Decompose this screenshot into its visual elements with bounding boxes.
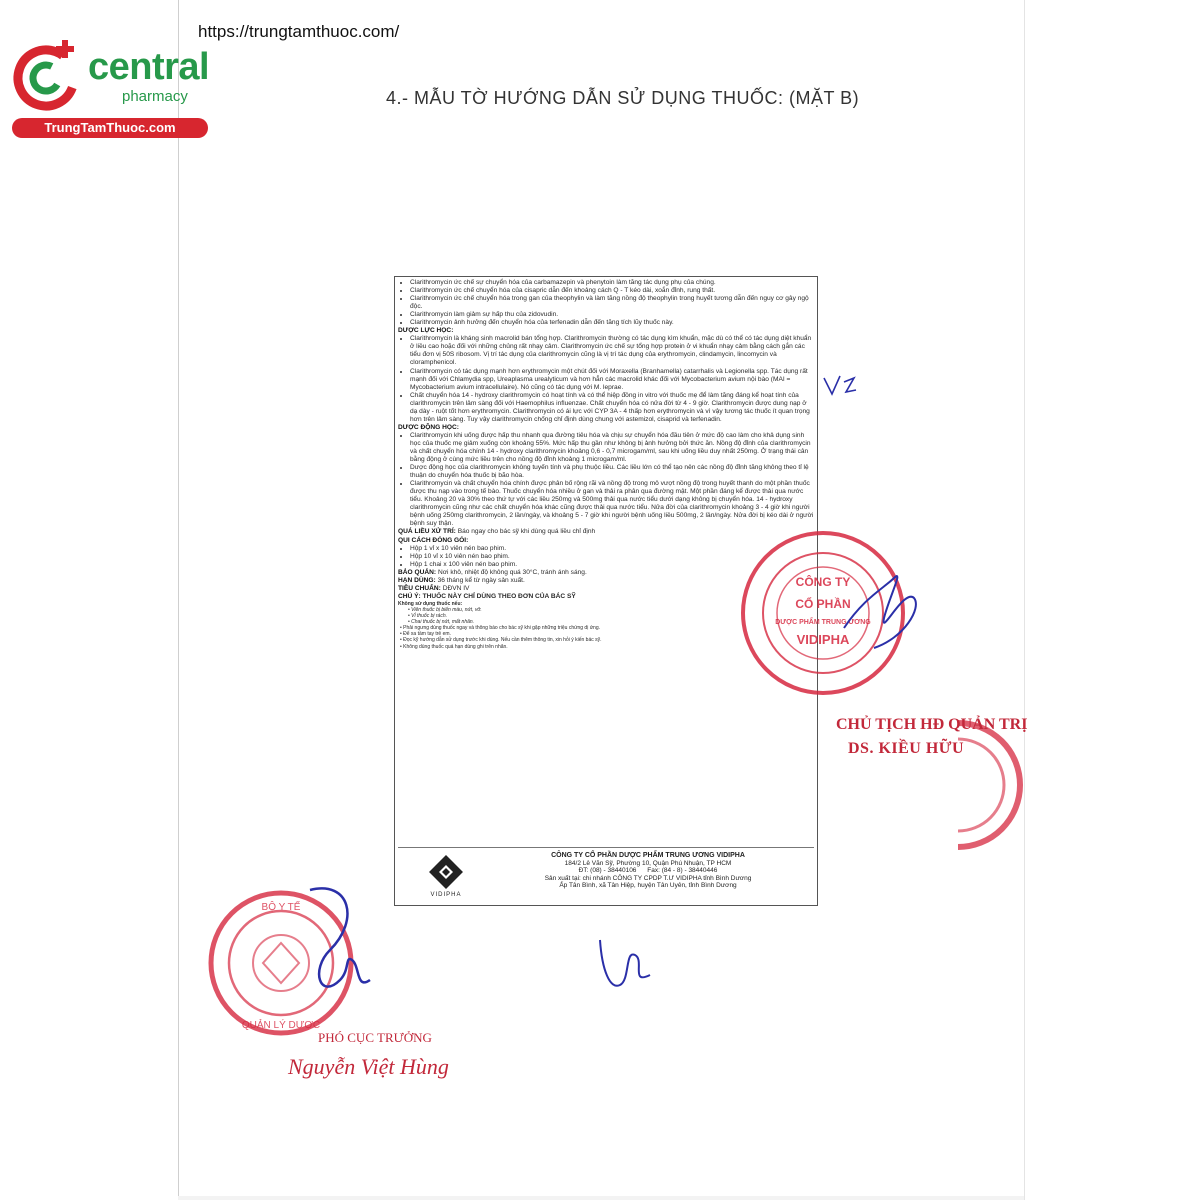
section-heading: DƯỢC ĐỘNG HỌC: xyxy=(398,423,459,431)
pharmacodynamics-list xyxy=(398,335,814,424)
approval-signature-icon xyxy=(590,930,660,1000)
list-item: • Clarithromycin ức chế chuyển hóa trong gan của theophylin và làm tăng nồng độ theophylin trong huyết tương dẫn đến nguy cơ gây ngộ độc. xyxy=(410,295,814,311)
company-address: 184/2 Lê Văn Sỹ, Phường 10, Quận Phú Nhuận, TP HCM xyxy=(564,859,732,867)
list-item: • Chất chuyển hóa 14 - hydroxy clarithromycin có hoạt tính và có thể hiệp đồng in vitro với thuốc mẹ để làm tăng đáng kể hoạt tính của clarithromycin trên lâm sàng đối với Haemophilus influenzae. Chất chuyển hóa có nửa đời từ 4 - 9 giờ. Clarithromycin được dung nạp ở dạ dày - ruột tốt hơn erythromycin. Clarithromycin có ái lực với CYP 3A - 4 thấp hơn erythromycin và vì vậy tương tác thuốc ít quan trọng hơn trên lâm sàng. Tuy vậy clarithromycin chống chỉ định dùng chung với astemizol, cisaprid và terfenadin. xyxy=(410,392,814,424)
expiry-text: 36 tháng kể từ ngày sản xuất. xyxy=(437,576,525,584)
list-item: • Clarithromycin và chất chuyển hóa chính được phân bố rộng rãi và nồng độ trong mô vượt nồng độ trong huyết thanh do một phần thuốc được thu nạp vào trong tế bào. Thuốc chuyển hóa nhiều ở gan và thải ra phân qua đường mật. Một phần đáng kể được thải qua nước tiểu. Khoảng 20 và 30% theo thứ tự với các liều 250mg và 500mg thải qua nước tiểu dưới dạng không bị chuyển hóa. 14 - hydroxy clarithromycin cũng như các chất chuyển hóa khác cũng được thải qua nước tiểu. Nửa đời của clarithromycin khoảng 3 - 4 giờ khi người bệnh uống 250mg clarithromycin, 2 lần/ngày, và khoảng 5 - 7 giờ khi người bệnh uống liều 500mg, 2 lần/ngày. Nửa đời bị kéo dài ở người bệnh suy thận. xyxy=(410,480,814,528)
company-info xyxy=(498,852,798,890)
section-heading: BẢO QUẢN: xyxy=(398,568,437,576)
list-item: • Hộp 1 chai x 100 viên nén bao phim. xyxy=(410,561,814,569)
section-heading: QUÁ LIỀU XỬ TRÍ: xyxy=(398,528,456,536)
standard-text: DĐVN IV xyxy=(442,584,470,592)
section-heading: QUI CÁCH ĐÓNG GÓI: xyxy=(398,536,469,544)
page-left-edge xyxy=(178,0,179,1200)
svg-text:VIDIPHA: VIDIPHA xyxy=(796,632,850,647)
do-not-use-heading: Không sử dụng thuốc nếu: xyxy=(398,600,463,607)
company-fax: Fax: (84 - 8) - 38440446 xyxy=(647,867,718,875)
list-item: • Hộp 10 vỉ x 10 viên nén bao phim. xyxy=(410,553,814,561)
list-item: • Clarithromycin ức chế chuyển hóa của cisapric dẫn đến khoảng cách Q - T kéo dài, xoắn đỉnh, rung thất. xyxy=(410,287,814,295)
chairman-name: DS. KIỀU HỮU xyxy=(848,740,965,757)
svg-text:CỔ PHẦN: CỔ PHẦN xyxy=(795,597,851,611)
svg-text:CÔNG TY: CÔNG TY xyxy=(795,575,851,589)
scan-right-margin xyxy=(1024,0,1200,1200)
svg-text:QUẢN LÝ DƯỢC: QUẢN LÝ DƯỢC xyxy=(241,1020,321,1031)
chairman-title: CHỦ TỊCH HĐ QUẢN TRỊ xyxy=(836,716,1028,733)
initial-mark-icon xyxy=(820,370,860,400)
list-item: • Hộp 1 vỉ x 10 viên nén bao phim. xyxy=(410,545,814,553)
interactions-list xyxy=(398,279,814,327)
deputy-title: PHÓ CỤC TRƯỞNG xyxy=(318,1030,432,1045)
section-heading: HẠN DÙNG: xyxy=(398,576,436,584)
list-item: • Clarithromycin làm giảm sự hấp thu của zidovudin. xyxy=(410,311,814,319)
list-item: • Vỉ thuốc bị rách. xyxy=(408,613,814,619)
page-bottom-edge xyxy=(178,1196,1024,1200)
production-site: Sản xuất tại: chi nhánh CÔNG TY CPDP T.Ư VIDIPHA tỉnh Bình Dương xyxy=(544,874,752,882)
list-item: • Clarithromycin có tác dụng mạnh hơn erythromycin một chút đối với Moraxella (Branhamella) catarrhalis và Legionella spp. Tác dụng rất mạnh đối với Chlamydia spp, Ureaplasma urealyticum và hơn hẳn các macrolid khác đối với Mycobacterium avium nội bào (MAI = Mycobacterium avium intracellulaire). Nó cũng có tác dụng với M. leprae. xyxy=(410,368,814,392)
list-item: • Clarithromycin là kháng sinh macrolid bán tổng hợp. Clarithromycin thường có tác dụng kìm khuẩn, mặc dù có thể có tác dụng diệt khuẩn ở liều cao hoặc đối với những chủng rất nhạy cảm. Clarithromycin ức chế sự tổng hợp protein ở vi khuẩn nhạy cảm bằng cách gắn các tiểu đơn vị 50S ribosom. Vị trí tác dụng của clarithromycin cũng là vị trí tác dụng của erythromycin, clindamycin, lincomycin và cloramphenicol. xyxy=(410,335,814,367)
section-heading: CHÚ Ý: xyxy=(398,592,421,600)
list-item: • Phải ngưng dùng thuốc ngay và thông báo cho bác sỹ khi gặp những triệu chứng dị ứng. xyxy=(400,625,814,631)
list-item: • Chai thuốc bị nứt, mất nhãn. xyxy=(408,619,814,625)
page-title: 4.- MẪU TỜ HƯỚNG DẪN SỬ DỤNG THUỐC: (MẶT B) xyxy=(386,88,860,108)
source-url[interactable]: https://trungtamthuoc.com/ xyxy=(198,22,400,41)
company-name: CÔNG TY CỔ PHẦN DƯỢC PHẨM TRUNG ƯƠNG VIDIPHA xyxy=(551,852,745,859)
section-heading: TIÊU CHUẨN: xyxy=(398,584,441,592)
section-heading: DƯỢC LỰC HỌC: xyxy=(398,327,454,335)
list-item: • Clarithromycin khi uống được hấp thu nhanh qua đường tiêu hóa và chịu sự chuyển hóa đầu tiên ở mức độ cao làm cho khả dụng sinh học của thuốc mẹ giảm xuống còn khoảng 55%. Mức hấp thu gần như không bị ảnh hưởng bởi thức ăn. Nồng độ đỉnh của clarithromycin và chất chuyển hóa chính 14 - hydroxy clarithromycin khoảng 0,6 - 0,7 microgam/ml, sau khi uống liều duy nhất 250mg. Ở trạng thái cân bằng động ở cùng mức liều trên cho nồng độ đỉnh khoảng 1 microgam/ml. xyxy=(410,432,814,464)
storage-text: Nơi khô, nhiệt độ không quá 30°C, tránh ánh sáng. xyxy=(437,568,587,576)
central-pharmacy-logo[interactable] xyxy=(10,36,220,136)
company-phone: ĐT: (08) - 38440106 xyxy=(578,867,637,875)
list-item: • Viên thuốc bị biến màu, nứt, vỡ. xyxy=(408,607,814,613)
list-item: • Clarithromycin ảnh hưởng đến chuyển hóa của terfenadin dẫn đến tăng tích lũy thuốc này. xyxy=(410,319,814,327)
chairman-signature-icon xyxy=(834,558,924,668)
list-item: • Dược động học của clarithromycin không tuyến tính và phụ thuộc liều. Các liều lớn có thể tạo nên các nồng độ đỉnh tăng không theo tỉ lệ thuận do chuyển hóa thuốc bị bão hòa. xyxy=(410,464,814,480)
overdose-text: Báo ngay cho bác sỹ khi dùng quá liều chỉ định xyxy=(457,528,596,536)
manufacturer-footer xyxy=(398,847,814,902)
factory-address: Ấp Tân Bình, xã Tân Hiệp, huyện Tân Uyên, tỉnh Bình Dương xyxy=(559,882,737,890)
pharmacokinetics-list xyxy=(398,432,814,529)
note-text: THUỐC NÀY CHỈ DÙNG THEO ĐƠN CỦA BÁC SỸ xyxy=(422,592,576,600)
logo-sub-text: pharmacy xyxy=(122,88,188,105)
pharmacy-cross-icon xyxy=(10,38,86,114)
company-contacts xyxy=(498,867,798,875)
scan-margin xyxy=(0,0,178,1200)
deputy-name: Nguyễn Việt Hùng xyxy=(288,1054,449,1079)
svg-text:BỘ Y TẾ: BỘ Y TẾ xyxy=(261,902,301,913)
list-item: • Để xa tầm tay trẻ em. xyxy=(400,631,814,637)
logo-brand-text: central xyxy=(88,46,210,88)
logo-site-badge: TrungTamThuoc.com xyxy=(12,118,208,138)
list-item: • Không dùng thuốc quá hạn dùng ghi trên nhãn. xyxy=(400,644,814,650)
list-item: • Clarithromycin ức chế sự chuyển hóa của carbamazepin và phenytoin làm tăng tác dụng phụ của chúng. xyxy=(410,279,814,287)
deputy-signature-icon xyxy=(290,880,380,1020)
vidipha-logo-icon xyxy=(428,854,464,890)
list-item: • Đọc kỹ hướng dẫn sử dụng trước khi dùng. Nếu cần thêm thông tin, xin hỏi ý kiến bác sỹ. xyxy=(400,637,814,643)
svg-text:DƯỢC PHẨM TRUNG ƯƠNG: DƯỢC PHẨM TRUNG ƯƠNG xyxy=(775,619,871,626)
vidipha-logo-text: VIDIPHA xyxy=(430,892,462,898)
